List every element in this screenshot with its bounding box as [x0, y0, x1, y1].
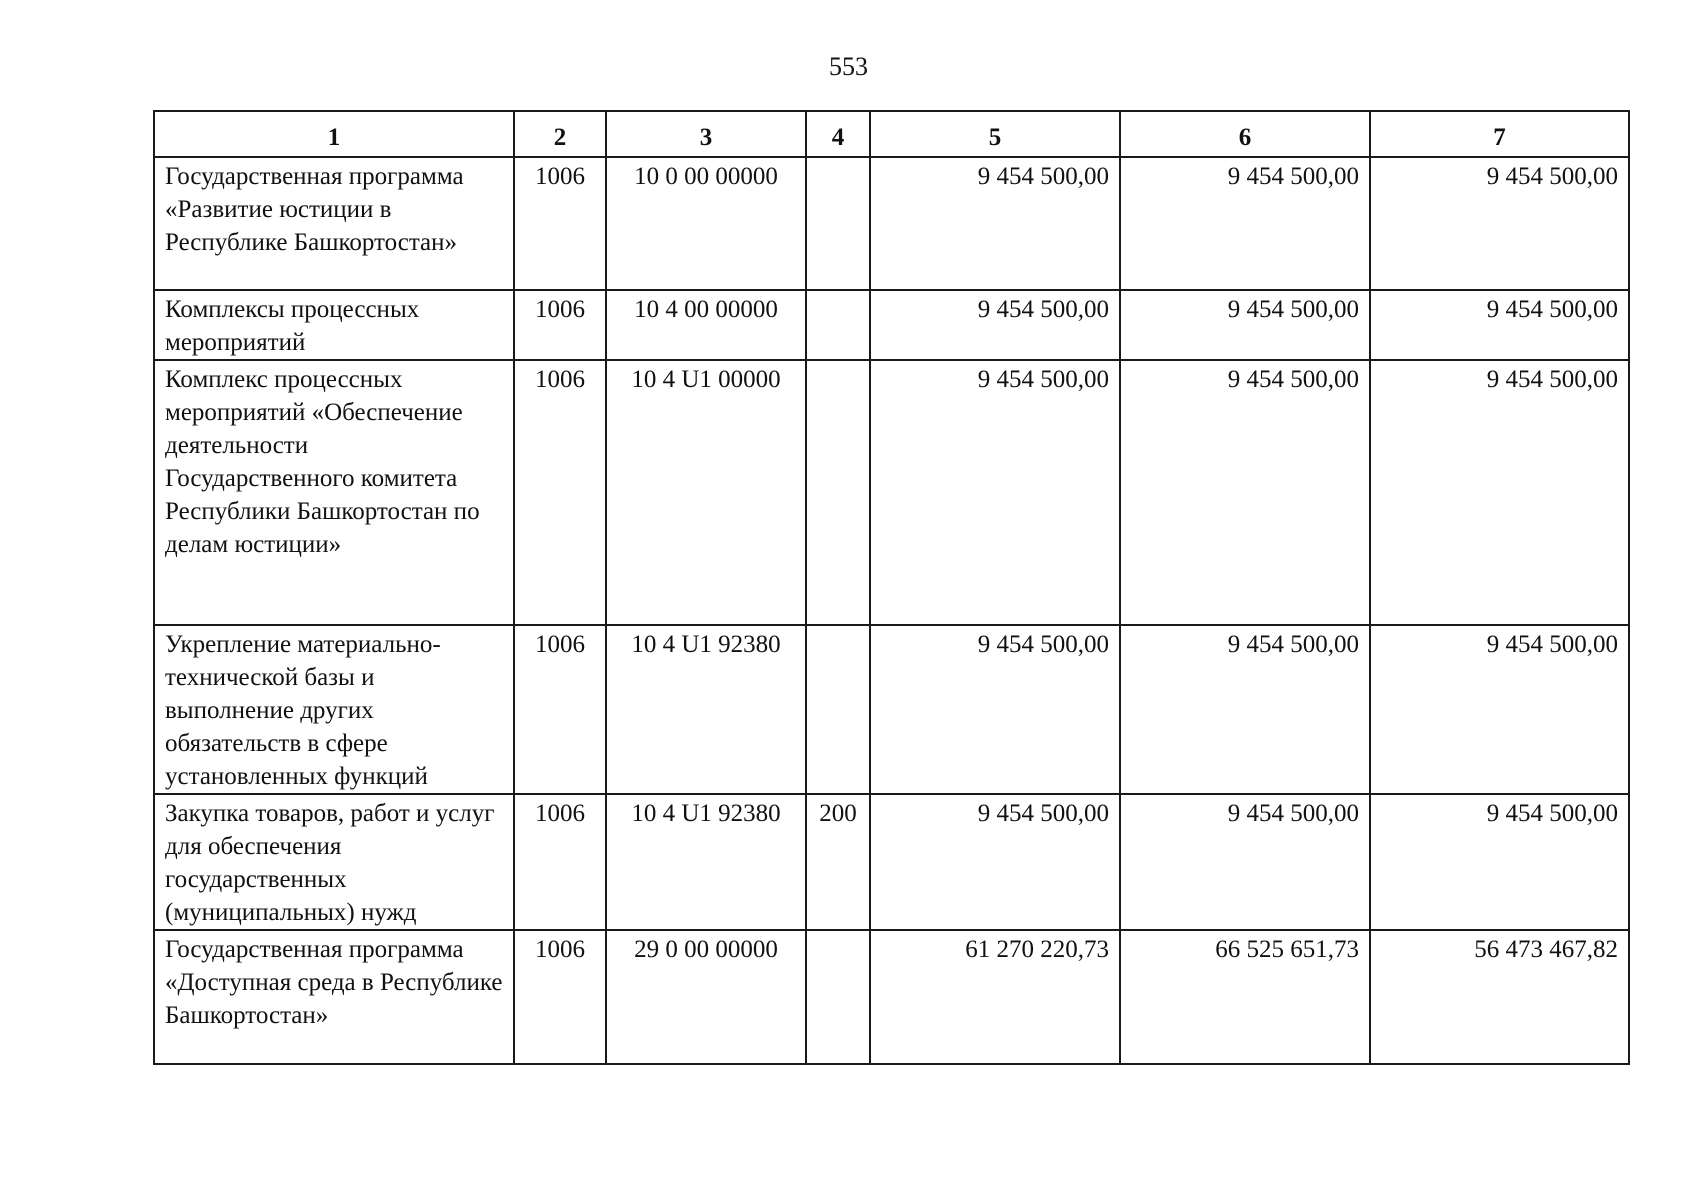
- section-code-cell: 1006: [514, 157, 606, 290]
- amount-cell: 9 454 500,00: [1370, 625, 1629, 794]
- section-code-cell: 1006: [514, 794, 606, 930]
- row-name-cell: Закупка товаров, работ и услуг для обеспечения государственных (муниципальных) нужд: [154, 794, 514, 930]
- amount-cell: 9 454 500,00: [1120, 625, 1370, 794]
- table-row: [154, 290, 1629, 360]
- table-row: [154, 794, 1629, 930]
- section-code-cell: 1006: [514, 290, 606, 360]
- target-code-cell: 10 4 U1 00000: [606, 360, 806, 625]
- expense-type-cell: [806, 157, 870, 290]
- column-header: 4: [806, 111, 870, 157]
- column-header: 6: [1120, 111, 1370, 157]
- target-code-cell: 10 0 00 00000: [606, 157, 806, 290]
- column-header: 7: [1370, 111, 1629, 157]
- expense-type-cell: [806, 290, 870, 360]
- section-code-cell: 1006: [514, 360, 606, 625]
- amount-cell: 61 270 220,73: [870, 930, 1120, 1064]
- table-row: [154, 930, 1629, 1064]
- amount-cell: 9 454 500,00: [1120, 157, 1370, 290]
- amount-cell: 9 454 500,00: [1370, 290, 1629, 360]
- target-code-cell: 10 4 00 00000: [606, 290, 806, 360]
- amount-cell: 9 454 500,00: [1370, 360, 1629, 625]
- amount-cell: 9 454 500,00: [1120, 794, 1370, 930]
- page-number: 553: [829, 52, 868, 81]
- amount-cell: 9 454 500,00: [870, 360, 1120, 625]
- amount-cell: 66 525 651,73: [1120, 930, 1370, 1064]
- expense-type-cell: 200: [806, 794, 870, 930]
- amount-cell: 56 473 467,82: [1370, 930, 1629, 1064]
- column-header: 2: [514, 111, 606, 157]
- section-code-cell: 1006: [514, 625, 606, 794]
- amount-cell: 9 454 500,00: [870, 625, 1120, 794]
- amount-cell: 9 454 500,00: [870, 794, 1120, 930]
- table-row: [154, 360, 1629, 625]
- budget-table: [153, 110, 1630, 1065]
- expense-type-cell: [806, 930, 870, 1064]
- amount-cell: 9 454 500,00: [1120, 360, 1370, 625]
- expense-type-cell: [806, 625, 870, 794]
- amount-cell: 9 454 500,00: [1370, 157, 1629, 290]
- target-code-cell: 29 0 00 00000: [606, 930, 806, 1064]
- table-row: [154, 625, 1629, 794]
- column-header: 1: [154, 111, 514, 157]
- row-name-cell: Укрепление материально-технической базы и выполнение других обязательств в сфере установленных функций: [154, 625, 514, 794]
- row-name-cell: Государственная программа «Доступная среда в Республике Башкортостан»: [154, 930, 514, 1064]
- column-header: 3: [606, 111, 806, 157]
- amount-cell: 9 454 500,00: [870, 290, 1120, 360]
- column-header: 5: [870, 111, 1120, 157]
- target-code-cell: 10 4 U1 92380: [606, 794, 806, 930]
- row-name-cell: Государственная программа «Развитие юстиции в Республике Башкортостан»: [154, 157, 514, 290]
- table-row: [154, 157, 1629, 290]
- amount-cell: 9 454 500,00: [1120, 290, 1370, 360]
- row-name-cell: Комплекс процессных мероприятий «Обеспечение деятельности Государственного комитета Республики Башкортостан по делам юстиции»: [154, 360, 514, 625]
- amount-cell: 9 454 500,00: [870, 157, 1120, 290]
- amount-cell: 9 454 500,00: [1370, 794, 1629, 930]
- expense-type-cell: [806, 360, 870, 625]
- section-code-cell: 1006: [514, 930, 606, 1064]
- row-name-cell: Комплексы процессных мероприятий: [154, 290, 514, 360]
- target-code-cell: 10 4 U1 92380: [606, 625, 806, 794]
- table-header-row: [154, 111, 1629, 157]
